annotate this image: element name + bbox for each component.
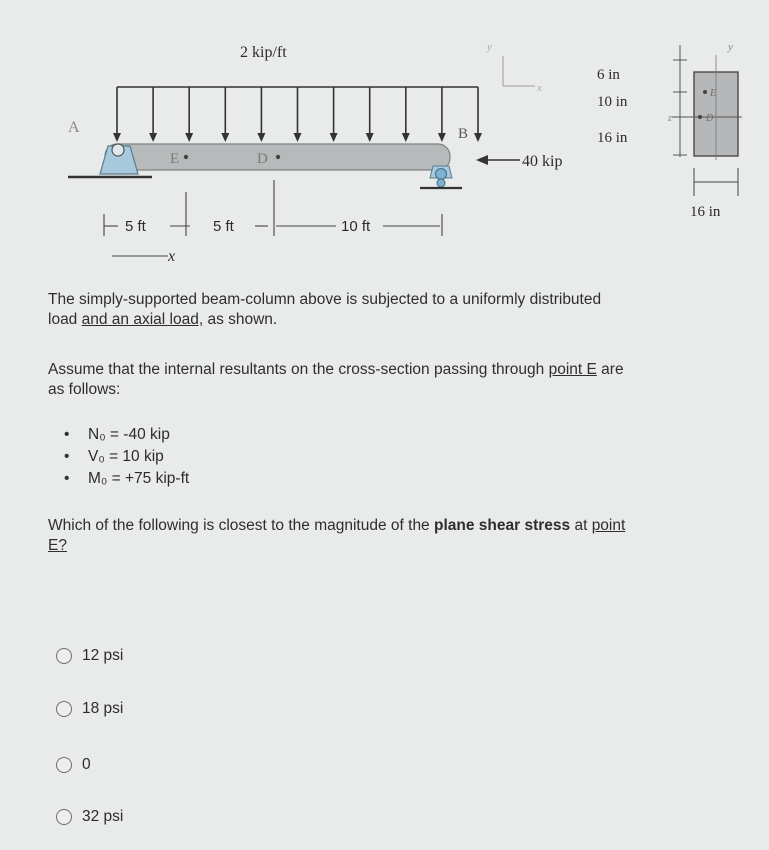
x-axis-label: x (168, 248, 176, 265)
resultant-normal: • N₀ = -40 kip (88, 424, 189, 446)
resultant-shear: • V₀ = 10 kip (88, 446, 189, 468)
section-dim-1: 6 in (597, 67, 620, 83)
question-text (48, 516, 748, 556)
question-line-1: Which of the following is closest to the magnitude of the plane shear stress at point (48, 517, 626, 534)
radio-button[interactable] (56, 757, 72, 773)
axial-load-underline: and an axial load, (81, 311, 204, 328)
dim-label-3: 10 ft (341, 218, 371, 235)
load-arrow-head (113, 133, 121, 142)
load-arrow-head (402, 133, 410, 142)
section-dim-2: 10 in (597, 94, 628, 110)
point-e-marker (184, 155, 188, 159)
load-arrow-head (366, 133, 374, 142)
section-dim-3: 16 in (597, 130, 628, 146)
point-d-marker (276, 155, 280, 159)
point-e-link: point E (548, 361, 597, 378)
radio-button[interactable] (56, 809, 72, 825)
point-b-label: B (458, 126, 469, 142)
option-18-psi[interactable] (56, 700, 123, 718)
point-e-label: E (170, 151, 180, 167)
load-arrow-head (330, 133, 338, 142)
assume-line-1: Assume that the internal resultants on the cross-section passing through point E are (48, 361, 624, 378)
radio-button[interactable] (56, 701, 72, 717)
load-arrow-head (474, 133, 482, 142)
option-12-psi[interactable] (56, 647, 123, 665)
question-line-2: E? (48, 537, 67, 554)
point-a-label: A (68, 119, 80, 136)
dimension-lines (104, 180, 442, 256)
section-y-label: y (728, 41, 733, 53)
assumption-text (48, 360, 748, 400)
beam-column-figure (0, 0, 769, 280)
load-arrow-head (438, 133, 446, 142)
axes-x-label: x (537, 82, 542, 94)
load-arrow-head (257, 133, 265, 142)
resultants-list (88, 424, 189, 490)
axial-load-arrow (476, 155, 520, 165)
load-arrow-head (149, 133, 157, 142)
axes-y-label: y (487, 41, 492, 53)
load-label: 2 kip/ft (240, 44, 287, 61)
dim-label-1: 5 ft (125, 218, 146, 235)
radio-button[interactable] (56, 648, 72, 664)
option-label: 32 psi (82, 808, 124, 825)
section-z-label: z (668, 113, 672, 124)
section-d-label: D (706, 113, 714, 124)
coordinate-axes (503, 56, 535, 86)
plane-shear-stress-term: plane shear stress (434, 517, 571, 534)
dim-label-2: 5 ft (213, 218, 234, 235)
resultant-moment: • M₀ = +75 kip-ft (88, 468, 189, 490)
intro-line-1: The simply-supported beam-column above is subjected to a uniformly distributed (48, 291, 602, 308)
intro-line-2: load and an axial load, as shown. (48, 311, 278, 328)
axial-load-label: 40 kip (522, 153, 563, 170)
section-width-label: 16 in (690, 204, 721, 220)
option-32-psi[interactable] (56, 808, 123, 826)
option-0[interactable] (56, 756, 91, 774)
option-label: 12 psi (82, 647, 124, 664)
load-arrow-head (221, 133, 229, 142)
section-e-label: E (710, 88, 717, 99)
option-label: 0 (82, 756, 91, 773)
problem-intro (48, 290, 748, 330)
load-arrow-head (294, 133, 302, 142)
distributed-load (113, 87, 482, 142)
point-d-label: D (257, 151, 268, 167)
option-label: 18 psi (82, 700, 124, 717)
assume-line-2: as follows: (48, 381, 121, 398)
load-arrow-head (185, 133, 193, 142)
